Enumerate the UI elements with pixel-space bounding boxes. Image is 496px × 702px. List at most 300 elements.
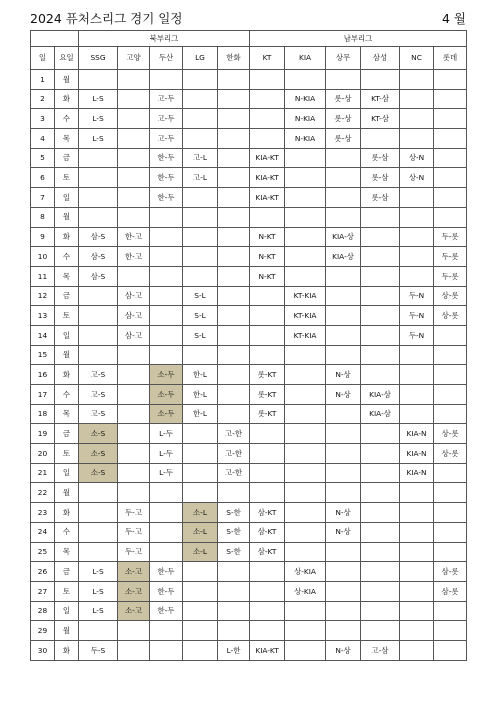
game-cell: KIA-KT [250,188,285,208]
game-cell [183,463,218,483]
game-cell: 한-두 [150,188,183,208]
game-cell [285,463,326,483]
game-cell [326,444,361,464]
game-cell: N-상 [326,385,361,405]
game-cell [326,404,361,424]
column-header: 롯데 [434,47,467,70]
day-cell: 25 [31,542,55,562]
game-cell [434,404,467,424]
game-cell: N-KT [250,266,285,286]
game-cell: 한-두 [150,148,183,168]
game-cell [183,640,218,660]
day-cell: 23 [31,503,55,523]
north-league-header: 북부리그 [79,31,250,47]
game-cell [285,444,326,464]
game-cell [434,70,467,90]
game-cell: 롯-KT [250,365,285,385]
weekday-cell: 수 [55,109,79,129]
game-cell [250,207,285,227]
game-cell: 삼-롯 [434,562,467,582]
game-cell [361,562,400,582]
game-cell: 한-두 [150,562,183,582]
table-row [31,444,467,464]
game-cell [400,188,434,208]
game-cell: N-상 [326,522,361,542]
game-cell: 소-고 [118,581,150,601]
game-cell [79,325,118,345]
game-cell: KIA-N [400,444,434,464]
game-cell [326,542,361,562]
table-row [31,345,467,365]
day-cell: 12 [31,286,55,306]
game-cell [361,601,400,621]
weekday-cell: 화 [55,640,79,660]
column-header: LG [183,47,218,70]
game-cell [361,129,400,149]
game-cell: N-KIA [285,89,326,109]
weekday-cell: 월 [55,483,79,503]
game-cell [434,503,467,523]
game-cell [118,89,150,109]
day-cell: 20 [31,444,55,464]
game-cell [285,345,326,365]
column-header: 일 [31,47,55,70]
game-cell: S-L [183,306,218,326]
game-cell [218,247,250,267]
game-cell [183,581,218,601]
game-cell [326,621,361,641]
table-row [31,365,467,385]
game-cell: N-KIA [285,129,326,149]
game-cell: L-두 [150,444,183,464]
game-cell [118,188,150,208]
game-cell [183,345,218,365]
game-cell [400,581,434,601]
column-header: 삼성 [361,47,400,70]
game-cell: 소-고 [118,562,150,582]
game-cell [218,207,250,227]
game-cell [183,70,218,90]
game-cell [400,345,434,365]
game-cell [218,148,250,168]
day-cell: 27 [31,581,55,601]
day-cell: 2 [31,89,55,109]
game-cell: 고-S [79,365,118,385]
game-cell [361,621,400,641]
game-cell: 상-롯 [434,286,467,306]
table-row [31,483,467,503]
game-cell: L-S [79,562,118,582]
game-cell [250,345,285,365]
game-cell: 상-KIA [285,581,326,601]
game-cell: 고-한 [218,444,250,464]
game-cell: 고-S [79,404,118,424]
game-cell [150,522,183,542]
weekday-cell: 월 [55,621,79,641]
game-cell [285,522,326,542]
game-cell: KT-KIA [285,306,326,326]
weekday-cell: 금 [55,286,79,306]
game-cell [285,424,326,444]
game-cell: 한-L [183,385,218,405]
game-cell [326,325,361,345]
day-cell: 24 [31,522,55,542]
game-cell [79,503,118,523]
game-cell [250,70,285,90]
table-row [31,207,467,227]
game-cell: 고-한 [218,424,250,444]
game-cell [79,148,118,168]
game-cell: N-상 [326,365,361,385]
game-cell: 소-두 [150,404,183,424]
game-cell [183,247,218,267]
day-cell: 4 [31,129,55,149]
game-cell: 상-롯 [434,424,467,444]
game-cell [361,365,400,385]
game-cell: KIA-KT [250,168,285,188]
column-header: 상무 [326,47,361,70]
game-cell [218,306,250,326]
game-cell: L-S [79,581,118,601]
game-cell: 삼-롯 [434,581,467,601]
game-cell: 롯-삼 [361,148,400,168]
game-cell [326,188,361,208]
game-cell [434,207,467,227]
game-cell [285,168,326,188]
game-cell [250,483,285,503]
game-cell: 두-N [400,325,434,345]
table-row [31,148,467,168]
game-cell [218,621,250,641]
game-cell: 소-L [183,522,218,542]
game-cell [361,345,400,365]
game-cell [400,621,434,641]
game-cell [118,621,150,641]
game-cell [118,640,150,660]
game-cell: KIA-삼 [361,385,400,405]
game-cell [361,503,400,523]
game-cell [285,404,326,424]
game-cell [326,562,361,582]
game-cell: N-상 [326,640,361,660]
game-cell [326,207,361,227]
game-cell [361,483,400,503]
game-cell [150,503,183,523]
game-cell: 롯-KT [250,385,285,405]
game-cell [218,601,250,621]
game-cell [218,168,250,188]
game-cell [79,168,118,188]
game-cell [326,70,361,90]
game-cell [285,601,326,621]
game-cell [285,188,326,208]
weekday-cell: 금 [55,424,79,444]
game-cell [250,325,285,345]
game-cell: L-두 [150,424,183,444]
game-cell [285,365,326,385]
day-cell: 10 [31,247,55,267]
game-cell [218,89,250,109]
game-cell [79,70,118,90]
table-row [31,601,467,621]
game-cell [79,207,118,227]
game-cell [218,188,250,208]
game-cell [400,247,434,267]
game-cell [118,109,150,129]
game-cell [218,70,250,90]
game-cell: 한-L [183,404,218,424]
weekday-cell: 일 [55,325,79,345]
game-cell [250,109,285,129]
day-cell: 30 [31,640,55,660]
game-cell: 소-두 [150,365,183,385]
game-cell [118,404,150,424]
column-header: KIA [285,47,326,70]
weekday-cell: 금 [55,562,79,582]
game-cell: KIA-삼 [361,404,400,424]
game-cell [400,227,434,247]
game-cell [218,129,250,149]
game-cell: KT-KIA [285,286,326,306]
game-cell [79,188,118,208]
table-row [31,266,467,286]
game-cell: S-한 [218,503,250,523]
game-cell [118,129,150,149]
game-cell: 고-삼 [361,640,400,660]
column-header: 한화 [218,47,250,70]
game-cell: L-S [79,129,118,149]
weekday-cell: 목 [55,404,79,424]
game-cell [183,424,218,444]
day-cell: 15 [31,345,55,365]
game-cell [150,640,183,660]
game-cell [79,345,118,365]
game-cell: 한-두 [150,168,183,188]
game-cell [118,345,150,365]
day-cell: 6 [31,168,55,188]
game-cell: 두-고 [118,542,150,562]
month-label: 4 월 [441,11,466,26]
game-cell [285,483,326,503]
game-cell: KIA-상 [326,247,361,267]
game-cell: S-한 [218,542,250,562]
game-cell [400,266,434,286]
game-cell [434,621,467,641]
game-cell [400,601,434,621]
game-cell [361,325,400,345]
game-cell [326,286,361,306]
game-cell [118,385,150,405]
game-cell [150,542,183,562]
weekday-cell: 수 [55,385,79,405]
game-cell: L-S [79,89,118,109]
game-cell [150,306,183,326]
game-cell [434,542,467,562]
game-cell [250,286,285,306]
table-row [31,188,467,208]
game-cell: 두-고 [118,503,150,523]
game-cell [183,444,218,464]
game-cell: 고-한 [218,463,250,483]
game-cell: KIA-KT [250,148,285,168]
game-cell [183,621,218,641]
game-cell [183,129,218,149]
game-cell [150,483,183,503]
game-cell: 롯-상 [326,109,361,129]
weekday-cell: 일 [55,188,79,208]
game-cell [118,463,150,483]
game-cell [285,640,326,660]
game-cell [79,522,118,542]
column-header: 고양 [118,47,150,70]
game-cell: N-KT [250,227,285,247]
game-cell [434,640,467,660]
day-cell: 7 [31,188,55,208]
game-cell: 두-S [79,640,118,660]
day-cell: 26 [31,562,55,582]
game-cell [361,266,400,286]
weekday-cell: 토 [55,581,79,601]
day-cell: 8 [31,207,55,227]
game-cell [434,89,467,109]
game-cell [118,207,150,227]
game-cell [150,325,183,345]
weekday-cell: 월 [55,345,79,365]
day-cell: 1 [31,70,55,90]
game-cell [326,148,361,168]
table-row [31,621,467,641]
table-row [31,463,467,483]
game-cell [326,345,361,365]
game-cell [400,542,434,562]
table-row [31,306,467,326]
game-cell: 롯-삼 [361,188,400,208]
game-cell [218,581,250,601]
game-cell: 고-두 [150,89,183,109]
game-cell [183,188,218,208]
game-cell [218,109,250,129]
game-cell [183,562,218,582]
weekday-cell: 토 [55,168,79,188]
game-cell [150,621,183,641]
game-cell [400,89,434,109]
game-cell: 삼-고 [118,306,150,326]
game-cell [361,207,400,227]
game-cell: 삼-KT [250,542,285,562]
weekday-cell: 일 [55,601,79,621]
game-cell [285,148,326,168]
game-cell [400,129,434,149]
game-cell [326,168,361,188]
game-cell: 소-S [79,424,118,444]
game-cell [434,188,467,208]
game-cell [361,247,400,267]
game-cell [326,483,361,503]
game-cell [361,70,400,90]
game-cell [361,522,400,542]
game-cell [150,207,183,227]
weekday-cell: 일 [55,463,79,483]
game-cell [183,227,218,247]
game-cell: 상-롯 [434,444,467,464]
game-cell [361,227,400,247]
game-cell [218,345,250,365]
table-row [31,129,467,149]
game-cell [285,70,326,90]
column-header: 두산 [150,47,183,70]
game-cell [118,168,150,188]
game-cell: N-KIA [285,109,326,129]
game-cell [285,227,326,247]
game-cell: 두-N [400,306,434,326]
day-cell: 3 [31,109,55,129]
game-cell: 두-N [400,286,434,306]
table-row [31,89,467,109]
game-cell: KIA-상 [326,227,361,247]
weekday-cell: 화 [55,89,79,109]
table-row [31,70,467,90]
game-cell [400,503,434,523]
game-cell: 한-두 [150,581,183,601]
game-cell: 소-두 [150,385,183,405]
game-cell [285,621,326,641]
game-cell [183,207,218,227]
game-cell [250,129,285,149]
game-cell: 상-롯 [434,306,467,326]
game-cell [118,365,150,385]
game-cell [434,463,467,483]
game-cell: 한-고 [118,227,150,247]
day-cell: 22 [31,483,55,503]
game-cell: 롯-삼 [361,168,400,188]
weekday-cell: 월 [55,207,79,227]
game-cell [250,89,285,109]
game-cell: 롯-상 [326,89,361,109]
game-cell [183,266,218,286]
table-row [31,109,467,129]
game-cell [183,483,218,503]
weekday-cell: 목 [55,542,79,562]
game-cell [434,483,467,503]
game-cell: L-한 [218,640,250,660]
weekday-cell: 화 [55,503,79,523]
league-header-blank [31,31,79,47]
game-cell: 고-두 [150,109,183,129]
game-cell: KIA-KT [250,640,285,660]
weekday-cell: 화 [55,227,79,247]
game-cell: L-두 [150,463,183,483]
game-cell [183,109,218,129]
game-cell [434,129,467,149]
game-cell [400,70,434,90]
game-cell [250,601,285,621]
game-cell [218,325,250,345]
game-cell [218,562,250,582]
game-cell [118,483,150,503]
game-cell [434,168,467,188]
table-row [31,562,467,582]
game-cell [150,70,183,90]
game-cell [218,385,250,405]
game-cell [79,483,118,503]
game-cell [150,266,183,286]
game-cell [326,266,361,286]
game-cell [250,463,285,483]
game-cell [361,581,400,601]
table-row [31,325,467,345]
game-cell: 두-롯 [434,247,467,267]
game-cell [285,385,326,405]
